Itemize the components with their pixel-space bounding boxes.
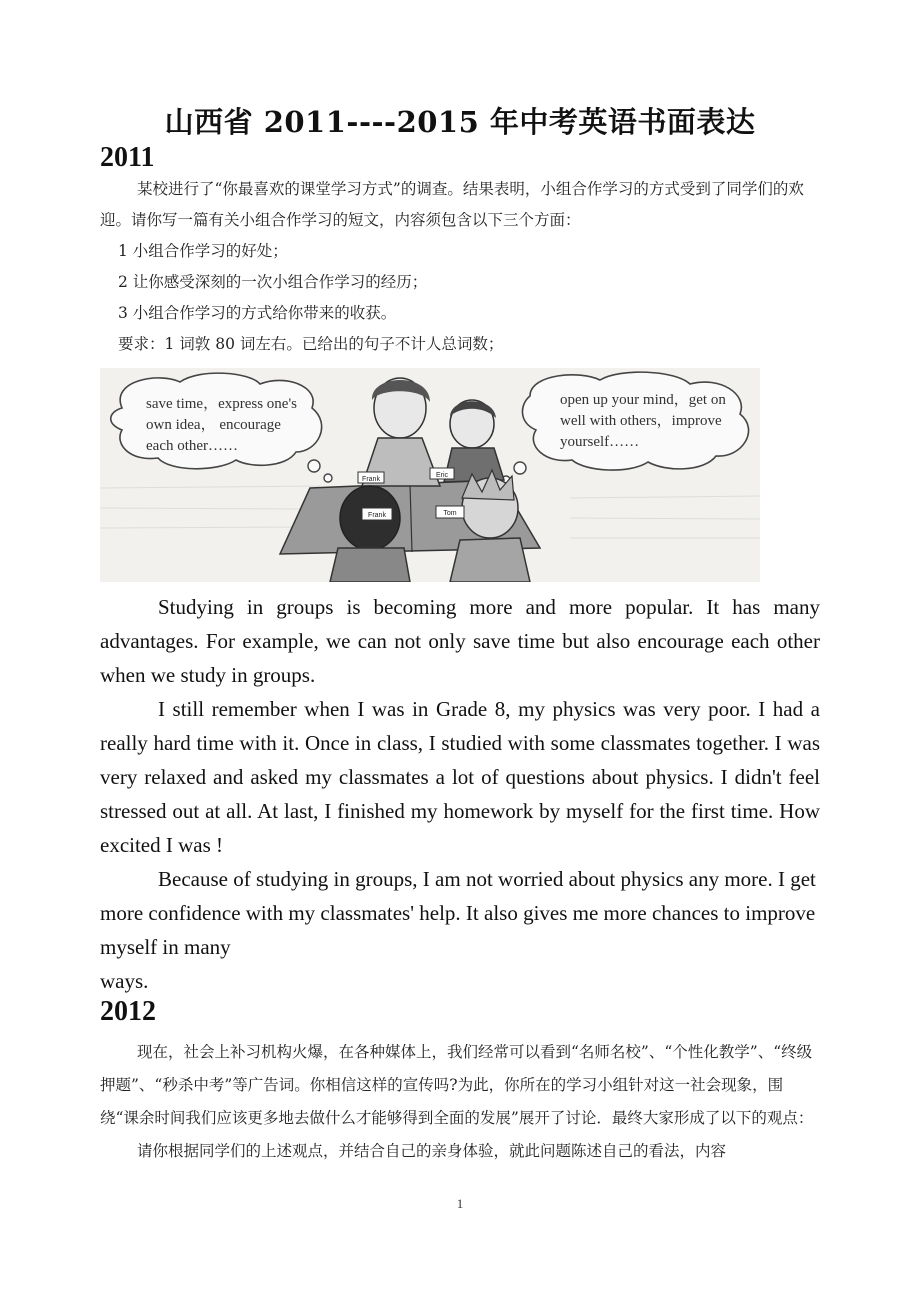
requirement-text: 要求：1 词敦 80 词左右。已给出的句子不计人总词数； <box>118 335 504 353</box>
section-heading-2012: 2012 <box>100 996 156 1027</box>
page-title: 山西省 2011----2015 年中考英语书面表达 <box>164 105 756 139</box>
page-number: 1 <box>456 1196 464 1211</box>
section-heading-2011: 2011 <box>100 142 155 173</box>
prompt-2012 <box>100 1036 820 1168</box>
essay-paragraph: I still remember when I was in Grade 8, my physics was very poor. I had a really hard time with it. Once in class, I studied with some classmates together. I was very relaxed and asked my classmates a lot of questions about physics. I didn't feel stressed out at all. At last, I finished my homework by myself for the first time. How excited I was ! <box>100 697 820 857</box>
prompt-item: 3 小组合作学习的方式给你带来的收获。 <box>118 304 397 322</box>
essay-paragraph: Because of studying in groups, I am not worried about physics any more. I get more confidence with my classmates' help. It also gives me more chances to improve myself in many <box>100 867 816 959</box>
name-card: Eric <box>435 472 449 479</box>
essay-paragraph: Studying in groups is becoming more and more popular. It has many advantages. For example, we can not only save time but also encourage each other when we study in groups. <box>100 595 820 687</box>
prompt-2011 <box>100 174 820 360</box>
name-card: Frank <box>362 476 380 483</box>
prompt-item: 1 小组合作学习的好处； <box>118 242 288 260</box>
essay-paragraph: ways. <box>100 969 149 993</box>
name-card: Tom <box>443 510 457 517</box>
left-bubble-text: save time，express one's own idea， encourage each other…… <box>146 396 297 454</box>
classroom-illustration <box>100 368 760 582</box>
essay-2011 <box>100 590 820 998</box>
prompt-text: 某校进行了“你最喜欢的课堂学习方式”的调查。结果表明，小组合作学习的方式受到了同学们的欢迎。请你写一篇有关小组合作学习的短文，内容须包含以下三个方面： <box>100 180 804 229</box>
name-card: Frank <box>368 512 386 519</box>
prompt-text: 请你根据同学们的上述观点，并结合自己的亲身体验，就此问题陈述自己的看法，内容 <box>137 1142 727 1160</box>
right-bubble-text: open up your mind，get on well with others，improve yourself…… <box>560 392 726 450</box>
prompt-item: 2 让你感受深刻的一次小组合作学习的经历； <box>118 273 428 291</box>
prompt-text: 现在，社会上补习机构火爆，在各种媒体上，我们经常可以看到“名师名校”、“个性化教学”、“终级押题”、“秒杀中考”等广告词。你相信这样的宣传吗?为此，你所在的学习小组针对这一社会现象，围绕“课余时间我们应该更多地去做什么才能够得到全面的发展”展开了讨论．最终大家形成了以下的观点： <box>100 1043 814 1127</box>
